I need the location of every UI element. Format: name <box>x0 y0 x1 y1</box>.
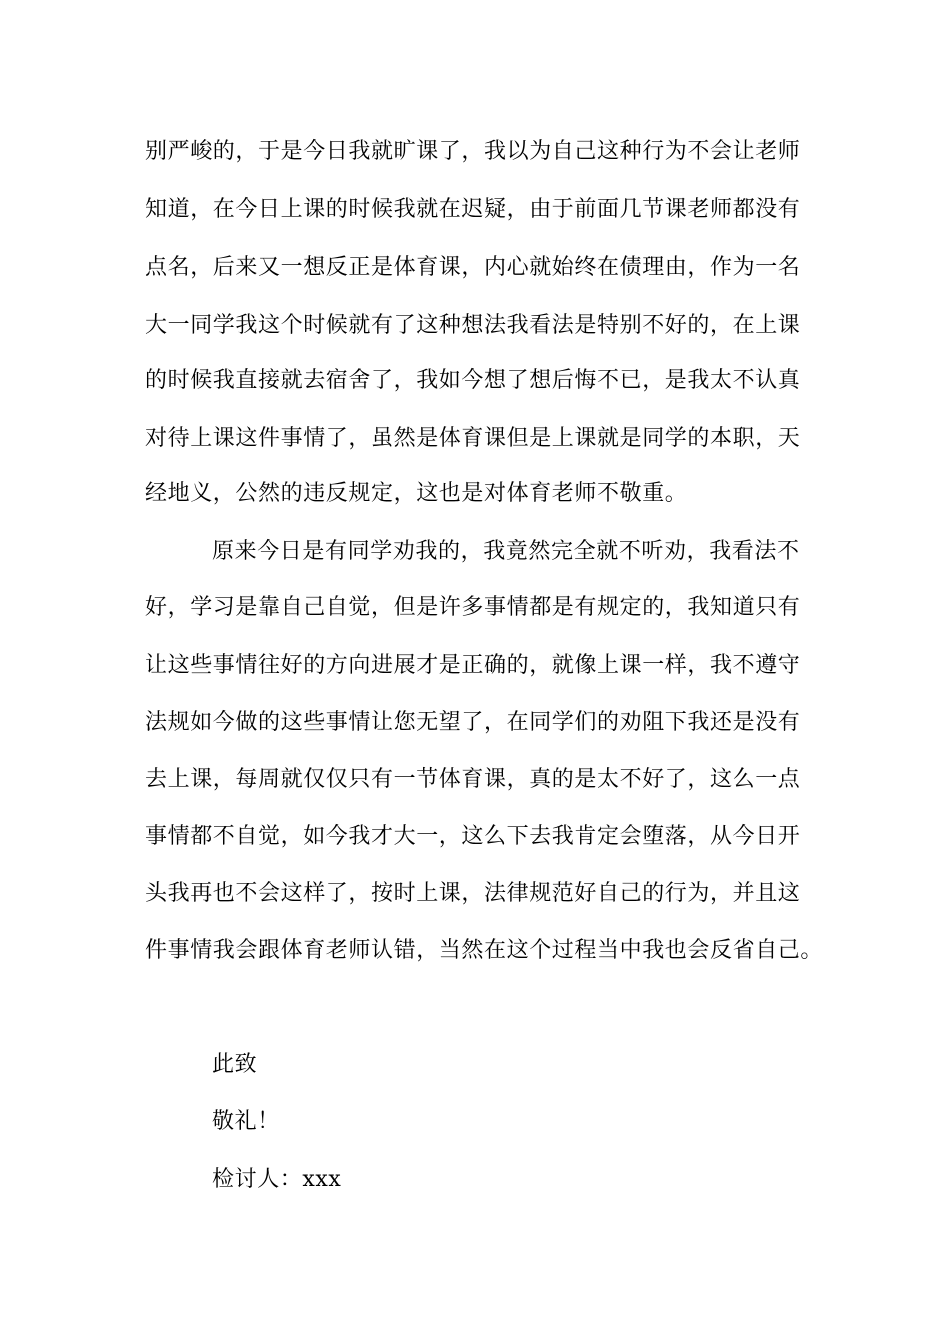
paragraph-line: 头我再也不会这样了，按时上课，法律规范好自己的行为，并且这 <box>145 881 801 906</box>
paragraph-line: 对待上课这件事情了，虽然是体育课但是上课就是同学的本职，天 <box>145 426 801 451</box>
paragraph-line: 件事情我会跟体育老师认错，当然在这个过程当中我也会反省自己。 <box>145 938 824 963</box>
paragraph-line: 原来今日是有同学劝我的，我竟然完全就不听劝，我看法不 <box>212 539 800 564</box>
salutation: 此致 <box>212 1052 258 1077</box>
paragraph-line: 知道，在今日上课的时候我就在迟疑，由于前面几节课老师都没有 <box>145 197 801 222</box>
paragraph-line: 好，学习是靠自己自觉，但是许多事情都是有规定的，我知道只有 <box>145 595 801 620</box>
signature: 检讨人：xxx <box>212 1167 342 1192</box>
paragraph-line: 让这些事情往好的方向进展才是正确的，就像上课一样，我不遵守 <box>145 653 801 678</box>
paragraph-line: 经地义，公然的违反规定，这也是对体育老师不敬重。 <box>145 481 688 506</box>
paragraph-line: 法规如今做的这些事情让您无望了，在同学们的劝阻下我还是没有 <box>145 710 801 735</box>
paragraph-line: 事情都不自觉，如今我才大一，这么下去我肯定会堕落，从今日开 <box>145 824 801 849</box>
paragraph-line: 点名，后来又一想反正是体育课，内心就始终在债理由，作为一名 <box>145 255 801 280</box>
paragraph-line: 大一同学我这个时候就有了这种想法我看法是特别不好的，在上课 <box>145 313 801 338</box>
paragraph-line: 别严峻的，于是今日我就旷课了，我以为自己这种行为不会让老师 <box>145 139 801 164</box>
regards: 敬礼！ <box>212 1109 280 1134</box>
paragraph-line: 的时候我直接就去宿舍了，我如今想了想后悔不已，是我太不认真 <box>145 368 801 393</box>
paragraph-line: 去上课，每周就仅仅只有一节体育课，真的是太不好了，这么一点 <box>145 767 801 792</box>
